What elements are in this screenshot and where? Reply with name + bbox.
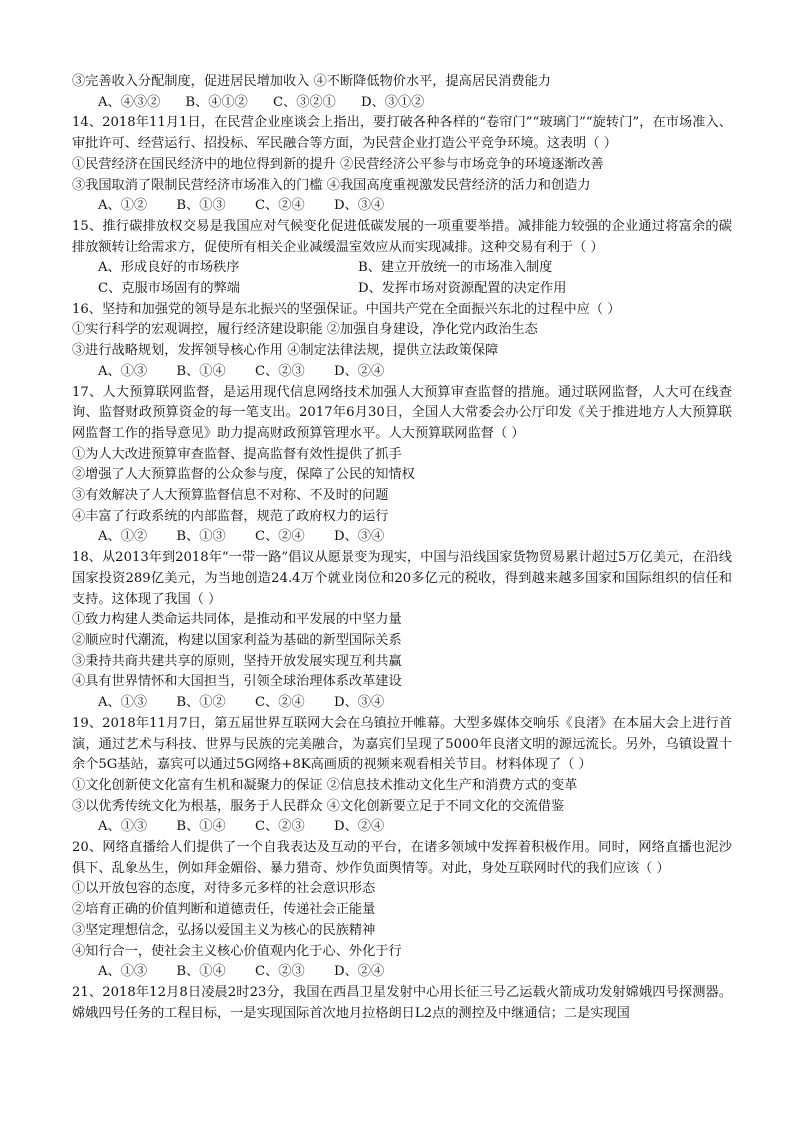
question-stem: 19、2018年11月7日，第五届世界互联网大会在乌镇拉开帷幕。大型多媒体交响乐《良渚》在本届大会上进行首演，通过艺术与科技、世界与民族的完美融合，为嘉宾们呈现了5000年良渚文明的源远流长。另外，乌镇设置十余个5G基站，嘉宾可以通过5G网络+8K高画质的视频来观看相关节目。材料体现了（ ） (72, 715, 732, 773)
text-line: ①为人大改进预算审查监督、提高监督有效性提供了抓手 (72, 446, 402, 462)
text-line: ③秉持共商共建共享的原则，坚持开放发展实现互利共赢 (72, 653, 402, 669)
question-stem: 14、2018年11月1日，在民营企业座谈会上指出，要打破各种各样的“卷帘门”“玻璃门”“旋转门”，在市场准入、审批许可、经营运行、招投标、军民融合等方面，为民营企业打造公平竞争环境。这表明（ ） (72, 115, 732, 152)
option-row (72, 279, 732, 300)
text-line: ②顺应时代潮流，构建以国家利益为基础的新型国际关系 (72, 632, 402, 648)
text-line: ①致力构建人类命运共同体，是推动和平发展的中坚力量 (72, 612, 402, 628)
question-stem: 15、推行碳排放权交易是我国应对气候变化促进低碳发展的一项重要举措。减排能力较强的企业通过将富余的碳排放额转让给需求方，促使所有相关企业减缓温室效应从而实现减排。这种交易有利于（ ） (72, 218, 732, 255)
text-line: ①民营经济在国民经济中的地位得到新的提升 ②民营经济公平参与市场竞争的环境逐渐改善 (72, 156, 604, 172)
answer-options: A、①② B、①③ C、②④ D、③④ (98, 198, 385, 214)
text-line: ④具有世界情怀和大国担当，引领全球治理体系改革建设 (72, 674, 402, 690)
text-line: ③以优秀传统文化为根基，服务于人民群众 ④文化创新要立足于不同文化的交流借鉴 (72, 798, 565, 814)
option-row (72, 258, 732, 279)
question-stem: 21、2018年12月8日凌晨2时23分，我国在西昌卫星发射中心用长征三号乙运载火箭成功发射嫦娥四号探测器。嫦娥四号任务的工程目标，一是实现国际首次地月拉格朗日L2点的测控及中继通信；二是实现国 (72, 984, 732, 1021)
answer-options: A、①③ B、①④ C、②③ D、②④ (98, 819, 385, 835)
text-line: ④知行合一，使社会主义核心价值观内化于心、外化于行 (72, 943, 402, 959)
option-left: A、形成良好的市场秩序 (98, 260, 240, 276)
option-right: D、发挥市场对资源配置的决定作用 (358, 281, 567, 297)
question-stem: 17、人大预算联网监督，是运用现代信息网络技术加强人大预算审查监督的措施。通过联网监督，人大可在线查询、监督财政预算资金的每一笔支出。2017年6月30日，全国人大常委会办公厅印发《关于推进地方人大预算联网监督工作的指导意见》助力提高财政预算管理水平。人大预算联网监督（ ） (72, 384, 732, 441)
text-line: ③坚定理想信念，弘扬以爱国主义为核心的民族精神 (72, 922, 376, 938)
text-line: ②增强了人大预算监督的公众参与度，保障了公民的知情权 (72, 467, 415, 483)
answer-options: A、①③ B、①② C、②④ D、③④ (98, 695, 385, 711)
text-line: 16、坚持和加强党的领导是东北振兴的坚强保证。中国共产党在全面振兴东北的过程中应（ ） (72, 301, 621, 317)
option-left: C、克服市场固有的弊端 (98, 281, 240, 297)
exam-page (72, 72, 732, 1024)
text-line: ③进行战略规划，发挥领导核心作用 ④制定法律法规，提供立法政策保障 (72, 343, 499, 359)
text-line: ②培育正确的价值判断和道德责任，传递社会正能量 (72, 902, 376, 918)
text-line: ③我国取消了限制民营经济市场准入的门槛 ④我国高度重视激发民营经济的活力和创造力 (72, 177, 591, 193)
question-stem: 20、网络直播给人们提供了一个自我表达及互动的平台，在诸多领域中发挥着积极作用。同时，网络直播也泥沙俱下、乱象丛生，例如拜金媚俗、暴力猎奇、炒作负面舆情等。对此，身处互联网时代的我们应该（ ） (72, 840, 732, 876)
text-line: ③有效解决了人大预算监督信息不对称、不及时的问题 (72, 488, 389, 504)
answer-options: A、①③ B、①④ C、②③ D、②④ (98, 363, 385, 379)
answer-options: A、④③② B、④①② C、③②① D、③①② (98, 94, 425, 110)
text-line: ①实行科学的宏观调控，履行经济建设职能 ②加强自身建设，净化党内政治生态 (72, 322, 538, 338)
text-line: ④丰富了行政系统的内部监督，规范了政府权力的运行 (72, 508, 389, 524)
text-line: ①文化创新使文化富有生机和凝聚力的保证 ②信息技术推动文化生产和消费方式的变革 (72, 777, 578, 793)
question-stem: 18、从2013年到2018年“一带一路”倡议从愿景变为现实，中国与沿线国家货物贸易累计超过5万亿美元，在沿线国家投资289亿美元，为当地创造24.4万个就业岗位和20多亿元的税收，得到越来越多国家和国际组织的信任和支持。这体现了我国（ ） (72, 550, 732, 607)
option-right: B、建立开放统一的市场准入制度 (358, 260, 553, 276)
text-line: ①以开放包容的态度，对待多元多样的社会意识形态 (72, 881, 376, 897)
answer-options: A、①② B、①③ C、②④ D、③④ (98, 529, 385, 545)
text-line: ③完善收入分配制度，促进居民增加收入 ④不断降低物价水平，提高居民消费能力 (72, 74, 551, 89)
answer-options: A、①③ B、①④ C、②③ D、②④ (98, 964, 385, 980)
